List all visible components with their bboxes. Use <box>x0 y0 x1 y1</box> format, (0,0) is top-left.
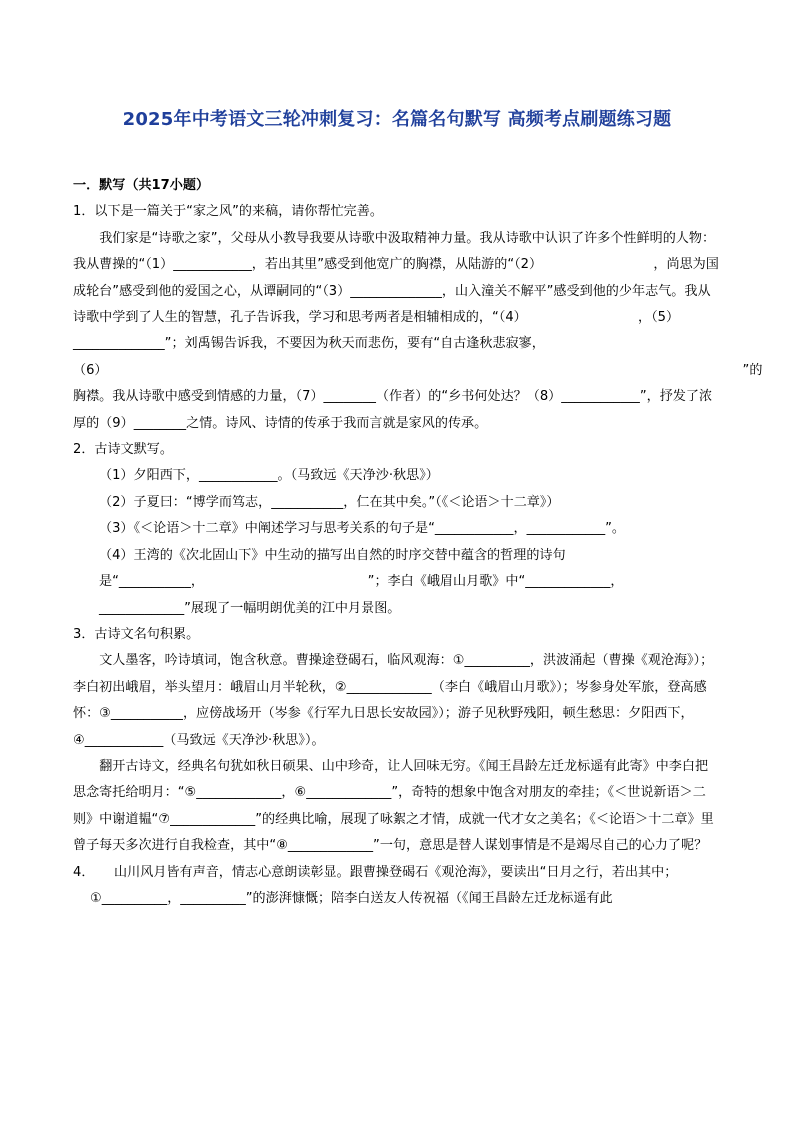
document-title: 2025年中考语文三轮冲刺复习：名篇名句默写 高频考点刷题练习题 <box>122 109 672 130</box>
question-4-text: 4． 山川风月皆有声音，情志心意朗读彰显。跟曹操登碣石《观沧海》，要读出“日月之行，若出其中；①__________，__________”的澎湃慷慨；陪李白送友人传祝福（《闻王昌龄左迁龙标遥有此 <box>73 864 678 906</box>
question-3-stem: 3．古诗文名句积累。 <box>73 626 200 642</box>
question-2-item-3: （3）《＜论语＞十二章》中阐述学习与思考关系的句子是“____________，____________”。 <box>99 521 626 537</box>
question-2-item-2: （2）子夏曰：“博学而笃志，___________，仁在其中矣。”（《＜论语＞十二章》） <box>99 494 560 510</box>
question-2-stem: 2．古诗文默写。 <box>73 442 173 458</box>
document-body <box>73 173 763 912</box>
question-3-paragraph-1: 文人墨客，吟诗填词，饱含秋意。曹操途登碣石，临风观海：①__________，洪波涌起（曹操《观沧海》）；李白初出峨眉，举头望月：峨眉山月半轮秋，②_____________（李白《峨眉山月歌》）；岑参身处军旅，登高感怀：③___________，应傍战场开（岑参《行军九日思长安故园》）；游子见秋野残阳，顿生愁思：夕阳西下，④____________（马致远《天净沙·秋思》）。 <box>73 653 714 748</box>
question-1-passage: 我们家是“诗歌之家”，父母从小教导我要从诗歌中汲取精神力量。我从诗歌中认识了许多个性鲜明的人物：我从曹操的“（1）____________，若出其里”感受到他宽广的胸襟，从陆游的“（2） ，尚思为国成轮台”感受到他的爱国之心，从谭嗣同的“（3）______________，山入潼关不解平”感受到他的少年志气。我从诗歌中学到了人生的智慧，孔子告诉我，学习和思考两者是相辅相成的，“（4） ，（5）______________”；刘禹锡告诉我，不要因为秋天而悲伤，要有“自古逢秋悲寂寥，（6） ”的胸襟。我从诗歌中感受到情感的力量，（7）________（作者）的“乡书何处达？（8）____________”，抒发了浓厚的（9）________之情。诗风、诗情的传承于我而言就是家风的传承。 <box>73 230 763 431</box>
section-heading: 一．默写（共17小题） <box>73 178 210 193</box>
question-1-stem: 1．以下是一篇关于“家之风”的来稿，请你帮忙完善。 <box>73 204 383 220</box>
question-2-item-4: （4）王湾的《次北固山下》中生动的描写出自然的时序交替中蕴含的哲理的诗句是“___________， ”；李白《峨眉山月歌》中“_____________，_____________”展现了一幅明朗优美的江中月景图。 <box>99 547 624 616</box>
question-3-paragraph-2: 翻开古诗文，经典名句犹如秋日硕果、山中珍奇，让人回味无穷。《闻王昌龄左迁龙标遥有此寄》中李白把思念寄托给明月：“⑤_____________，⑥_____________”，奇特的想象中饱含对朋友的牵挂；《＜世说新语＞二则》中谢道韫“⑦_____________”的经典比喻，展现了咏絮之才情，成就一代才女之美名；《＜论语＞十二章》里曾子每天多次进行自我检查，其中“⑧_____________”一句，意思是替人谋划事情是不是竭尽自己的心力了呢？ <box>73 758 714 854</box>
question-2-item-1: （1）夕阳西下，____________。（马致远《天净沙·秋思》） <box>99 468 439 484</box>
